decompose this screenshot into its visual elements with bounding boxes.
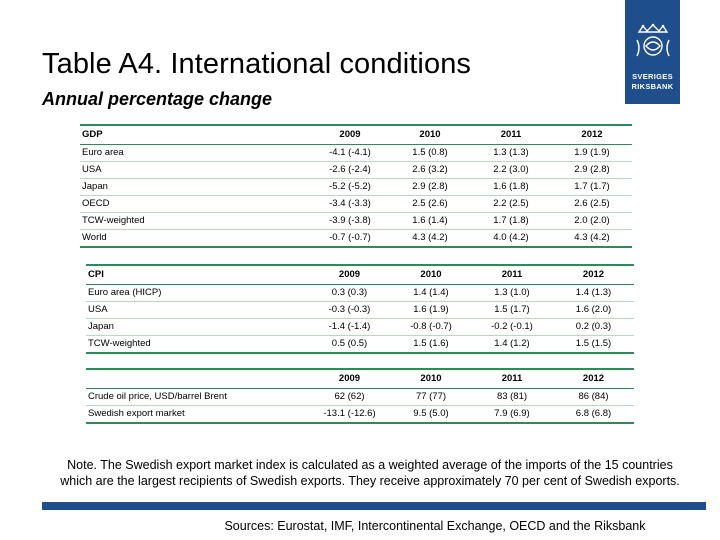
row-label: World xyxy=(80,229,310,247)
table-header-label: GDP xyxy=(80,125,310,144)
table-cell: 1.4 (1.4) xyxy=(413,287,449,298)
row-label: USA xyxy=(80,161,310,178)
table-row xyxy=(86,301,634,318)
table-row xyxy=(80,178,632,195)
logo-text-line1: SVERIGES xyxy=(632,72,673,81)
table-cell: -3.4 (-3.3) xyxy=(310,195,390,212)
year-header: 2009 xyxy=(308,265,391,284)
table-cell: -5.2 (-5.2) xyxy=(310,178,390,195)
table-row xyxy=(86,405,634,423)
table-cell: -4.1 (-4.1) xyxy=(329,147,371,158)
table-cell: 1.5 (1.6) xyxy=(391,335,471,353)
table-cell: 0.2 (0.3) xyxy=(553,318,634,335)
table-cell: 2.9 (2.8) xyxy=(390,178,470,195)
table-cell: -0.8 (-0.7) xyxy=(391,318,471,335)
logo-text-line2: RIKSBANK xyxy=(631,82,674,91)
table-row xyxy=(80,161,632,178)
table-cell: 0.5 (0.5) xyxy=(308,335,391,353)
table-header-row xyxy=(86,369,634,388)
year-header: 2012 xyxy=(553,369,634,388)
footer-divider xyxy=(42,502,706,510)
row-label: TCW-weighted xyxy=(86,335,308,353)
table-cell: 1.5 (1.5) xyxy=(553,335,634,353)
row-label: TCW-weighted xyxy=(80,212,310,229)
row-label: Crude oil price, USD/barrel Brent xyxy=(88,391,227,402)
row-label: USA xyxy=(86,301,308,318)
row-label: Japan xyxy=(80,178,310,195)
row-label: Euro area (HICP) xyxy=(88,287,162,298)
table-cell: 77 (77) xyxy=(415,391,447,402)
table-row xyxy=(80,229,632,247)
table-cell: -3.9 (-3.8) xyxy=(310,212,390,229)
sources-text: Sources: Eurostat, IMF, Intercontinental Exchange, OECD and the Riksbank xyxy=(224,519,646,533)
page-title: Table A4. International conditions xyxy=(42,48,472,80)
row-label: Japan xyxy=(86,318,308,335)
table-cell: -0.3 (-0.3) xyxy=(308,301,391,318)
table-cell: 1.4 (1.2) xyxy=(471,335,553,353)
note-line: Note. The Swedish export market index is calculated as a weighted average of the imports of the 15 countries xyxy=(67,458,673,472)
row-label: Euro area xyxy=(82,147,124,158)
table-cell: 62 (62) xyxy=(334,391,365,402)
year-header: 2009 xyxy=(308,369,391,388)
riksbank-logo xyxy=(625,0,680,104)
table-header-label: CPI xyxy=(86,265,308,284)
table-header-row xyxy=(80,125,632,144)
table-cell: -2.6 (-2.4) xyxy=(310,161,390,178)
table-cell: 1.6 (1.9) xyxy=(391,301,471,318)
year-header: 2010 xyxy=(391,265,471,284)
table-cell: -0.7 (-0.7) xyxy=(310,229,390,247)
year-header: 2012 xyxy=(553,265,634,284)
table-cell: 2.6 (2.5) xyxy=(552,195,632,212)
row-label: Swedish export market xyxy=(86,405,308,423)
table-cell: 2.9 (2.8) xyxy=(552,161,632,178)
year-header: 2012 xyxy=(552,125,632,144)
table-cell: 7.9 (6.9) xyxy=(471,405,553,423)
table-note xyxy=(20,457,720,489)
table-cell: 1.5 (1.7) xyxy=(471,301,553,318)
oil-export-table xyxy=(86,368,634,424)
table-cell: 4.3 (4.2) xyxy=(552,229,632,247)
table-header-label xyxy=(86,369,308,388)
note-line: which are the largest recipients of Swedish exports. They receive approximately 70 per cent of Swedish exports. xyxy=(60,474,680,488)
table-cell: 1.4 (1.3) xyxy=(575,287,612,298)
table-cell: 2.6 (3.2) xyxy=(390,161,470,178)
gdp-table xyxy=(80,124,632,248)
table-row xyxy=(86,388,634,405)
table-row xyxy=(86,335,634,353)
table-cell: 1.5 (0.8) xyxy=(412,147,448,158)
table-cell: 1.6 (2.0) xyxy=(553,301,634,318)
year-header: 2011 xyxy=(471,265,553,284)
table-cell: 86 (84) xyxy=(578,391,609,402)
table-row xyxy=(86,318,634,335)
table-cell: 2.2 (3.0) xyxy=(470,161,552,178)
table-row xyxy=(86,284,634,301)
cpi-table xyxy=(86,264,634,354)
table-cell: 1.6 (1.8) xyxy=(470,178,552,195)
page-subtitle: Annual percentage change xyxy=(42,89,273,109)
year-header: 2011 xyxy=(471,369,553,388)
table-cell: 4.0 (4.2) xyxy=(470,229,552,247)
table-cell: 4.3 (4.2) xyxy=(390,229,470,247)
table-cell: 1.7 (1.8) xyxy=(470,212,552,229)
table-cell: -1.4 (-1.4) xyxy=(308,318,391,335)
table-cell: 1.6 (1.4) xyxy=(390,212,470,229)
table-cell: 83 (81) xyxy=(496,391,528,402)
year-header: 2010 xyxy=(390,125,470,144)
table-cell: 2.5 (2.6) xyxy=(390,195,470,212)
table-cell: 2.2 (2.5) xyxy=(470,195,552,212)
table-cell: 2.0 (2.0) xyxy=(552,212,632,229)
table-cell: 6.8 (6.8) xyxy=(553,405,634,423)
row-label: OECD xyxy=(80,195,310,212)
table-cell: 1.3 (1.0) xyxy=(494,287,530,298)
table-cell: 1.9 (1.9) xyxy=(574,147,610,158)
table-cell: 9.5 (5.0) xyxy=(391,405,471,423)
table-row xyxy=(80,144,632,161)
table-cell: -0.2 (-0.1) xyxy=(471,318,553,335)
table-cell: 1.3 (1.3) xyxy=(493,147,529,158)
year-header: 2011 xyxy=(470,125,552,144)
year-header: 2010 xyxy=(391,369,471,388)
table-header-row xyxy=(86,265,634,284)
year-header: 2009 xyxy=(310,125,390,144)
table-cell: -13.1 (-12.6) xyxy=(308,405,391,423)
table-row xyxy=(80,195,632,212)
table-row xyxy=(80,212,632,229)
crown-emblem-icon xyxy=(633,22,673,62)
table-cell: 0.3 (0.3) xyxy=(331,287,368,298)
table-cell: 1.7 (1.7) xyxy=(552,178,632,195)
